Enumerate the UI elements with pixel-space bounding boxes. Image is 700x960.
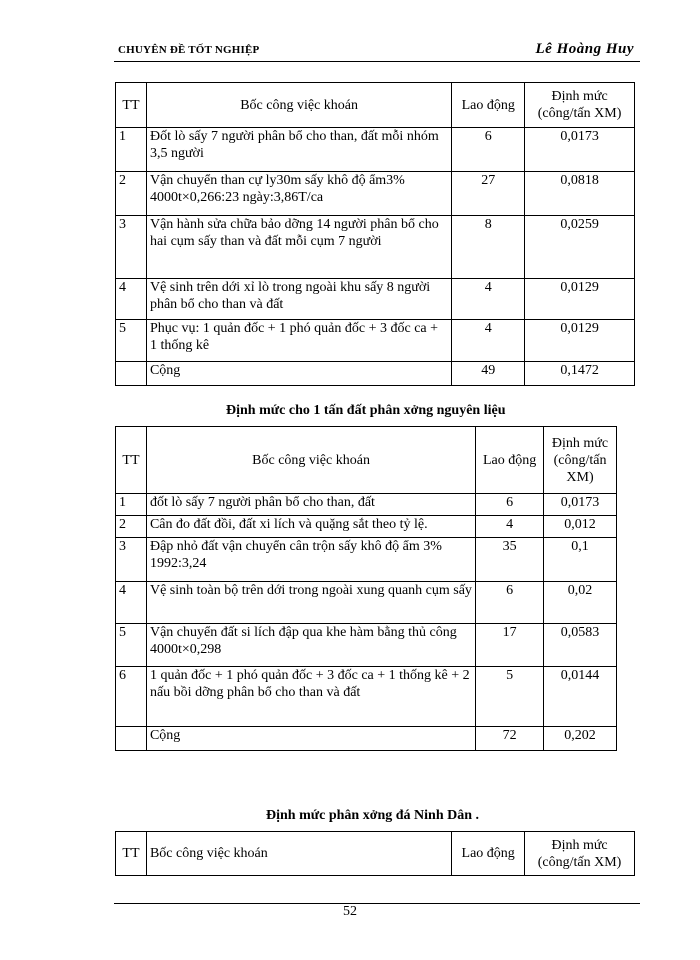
row-desc: Đốt lò sấy 7 người phân bổ cho than, đất mỗi nhóm 3,5 người xyxy=(146,128,451,172)
total-tt xyxy=(116,362,147,386)
total-tt xyxy=(116,727,147,751)
row-labor: 6 xyxy=(452,128,525,172)
header-norm: Định mức (công/tấn XM) xyxy=(544,427,617,494)
row-labor: 8 xyxy=(452,216,525,279)
table-header-row xyxy=(116,832,635,876)
total-label: Cộng xyxy=(146,727,475,751)
row-tt: 2 xyxy=(116,172,147,216)
header-tt: TT xyxy=(116,427,147,494)
row-tt: 3 xyxy=(116,216,147,279)
header-work: Bốc công việc khoán xyxy=(146,427,475,494)
row-norm: 0,1 xyxy=(544,538,617,582)
table-total-row xyxy=(116,362,635,386)
row-desc: Phục vụ: 1 quản đốc + 1 phó quản đốc + 3 đốc ca + 1 thống kê xyxy=(146,320,451,362)
table-header-row xyxy=(116,83,635,128)
header-labor: Lao động xyxy=(476,427,544,494)
row-tt: 5 xyxy=(116,320,147,362)
header-work: Bốc công việc khoán xyxy=(146,832,451,876)
total-norm: 0,202 xyxy=(544,727,617,751)
row-labor: 4 xyxy=(452,320,525,362)
row-labor: 5 xyxy=(476,667,544,727)
row-desc: Cân đo đất đồi, đất xi lích và quặng sắt theo tỷ lệ. xyxy=(146,516,475,538)
total-norm: 0,1472 xyxy=(525,362,635,386)
row-desc: Vệ sinh toàn bộ trên dới trong ngoài xung quanh cụm sấy xyxy=(146,582,475,624)
row-desc: Vận hành sửa chữa bảo dỡng 14 người phân bổ cho hai cụm sấy than và đất mỗi cụm 7 người xyxy=(146,216,451,279)
row-tt: 6 xyxy=(116,667,147,727)
table-row xyxy=(116,538,617,582)
header-rule xyxy=(114,61,640,62)
table-row xyxy=(116,172,635,216)
row-tt: 5 xyxy=(116,624,147,667)
table-row xyxy=(116,320,635,362)
row-tt: 3 xyxy=(116,538,147,582)
table-row xyxy=(116,516,617,538)
table-row xyxy=(116,216,635,279)
row-labor: 6 xyxy=(476,494,544,516)
row-norm: 0,0818 xyxy=(525,172,635,216)
table-row xyxy=(116,582,617,624)
row-norm: 0,0173 xyxy=(525,128,635,172)
row-norm: 0,0259 xyxy=(525,216,635,279)
row-desc: Vệ sinh trên dới xỉ lò trong ngoài khu sấy 8 người phân bổ cho than và đất xyxy=(146,279,451,320)
total-labor: 72 xyxy=(476,727,544,751)
page-header xyxy=(118,41,638,60)
page-number: 52 xyxy=(343,904,357,919)
row-tt: 1 xyxy=(116,494,147,516)
row-labor: 4 xyxy=(452,279,525,320)
header-title: CHUYÊN ĐỀ TỐT NGHIỆP xyxy=(118,44,260,56)
row-labor: 6 xyxy=(476,582,544,624)
header-tt: TT xyxy=(116,832,147,876)
table-row xyxy=(116,279,635,320)
row-desc: 1 quản đốc + 1 phó quản đốc + 3 đốc ca + 1 thống kê + 2 nấu bồi dỡng phân bổ cho than và đất xyxy=(146,667,475,727)
table-row xyxy=(116,667,617,727)
table-2-caption: Định mức cho 1 tấn đất phân xởng nguyên liệu xyxy=(226,403,506,418)
row-labor: 35 xyxy=(476,538,544,582)
row-desc: Vận chuyển đất si lích đập qua khe hàm bằng thủ công 4000t×0,298 xyxy=(146,624,475,667)
header-norm: Định mức (công/tấn XM) xyxy=(525,83,635,128)
header-tt: TT xyxy=(116,83,147,128)
row-norm: 0,012 xyxy=(544,516,617,538)
row-norm: 0,0129 xyxy=(525,279,635,320)
header-labor: Lao động xyxy=(452,832,525,876)
labor-norm-table-1 xyxy=(115,82,635,386)
row-desc: Đập nhỏ đất vận chuyển cân trộn sấy khô độ ẩm 3% 1992:3,24 xyxy=(146,538,475,582)
row-norm: 0,0144 xyxy=(544,667,617,727)
table-row xyxy=(116,494,617,516)
row-tt: 4 xyxy=(116,582,147,624)
total-labor: 49 xyxy=(452,362,525,386)
row-desc: Vận chuyển than cự ly30m sấy khô độ ẩm3% 4000t×0,266:23 ngày:3,86T/ca xyxy=(146,172,451,216)
table-3-caption: Định mức phân xởng đá Ninh Dân . xyxy=(266,808,480,823)
row-tt: 4 xyxy=(116,279,147,320)
table-total-row xyxy=(116,727,617,751)
row-labor: 27 xyxy=(452,172,525,216)
row-norm: 0,0129 xyxy=(525,320,635,362)
table-row xyxy=(116,128,635,172)
header-author: Lê Hoàng Huy xyxy=(535,41,634,57)
table-header-row xyxy=(116,427,617,494)
row-tt: 1 xyxy=(116,128,147,172)
row-labor: 4 xyxy=(476,516,544,538)
row-norm: 0,0583 xyxy=(544,624,617,667)
row-labor: 17 xyxy=(476,624,544,667)
table-row xyxy=(116,624,617,667)
labor-norm-table-3 xyxy=(115,831,635,876)
header-work: Bốc công việc khoán xyxy=(146,83,451,128)
total-label: Cộng xyxy=(146,362,451,386)
row-norm: 0,02 xyxy=(544,582,617,624)
row-norm: 0,0173 xyxy=(544,494,617,516)
header-norm: Định mức (công/tấn XM) xyxy=(525,832,635,876)
header-labor: Lao động xyxy=(452,83,525,128)
row-tt: 2 xyxy=(116,516,147,538)
labor-norm-table-2 xyxy=(115,426,617,751)
row-desc: đốt lò sấy 7 người phân bổ cho than, đất xyxy=(146,494,475,516)
